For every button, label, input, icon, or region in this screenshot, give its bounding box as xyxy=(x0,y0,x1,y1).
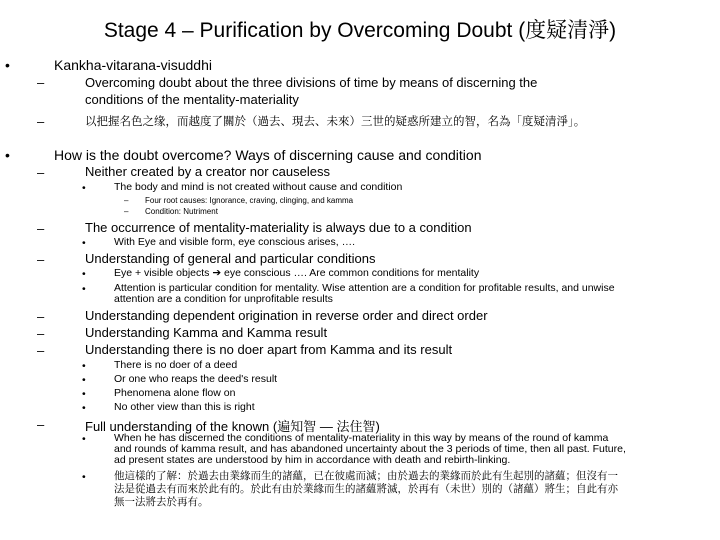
bullet-marker: • xyxy=(5,57,10,73)
dash-marker: – xyxy=(37,165,45,180)
section1-item1-line1: Overcoming doubt about the three divisions of time by means of discerning the xyxy=(85,75,538,90)
dash-marker: – xyxy=(37,114,45,129)
phenomena-flow: Phenomena alone flow on xyxy=(114,387,236,399)
condition-nutriment: Condition: Nutriment xyxy=(145,207,218,216)
bullet-marker: • xyxy=(82,433,86,445)
section1-item2-chinese: 以把握名色之缘，而越度了關於（過去、現去、未來）三世的疑惑所建立的智，名為「度疑清淨」。 xyxy=(85,114,586,128)
no-doer-deed: There is no doer of a deed xyxy=(114,359,238,371)
dash-marker: – xyxy=(37,221,45,236)
reaps-deed: Or one who reaps the deed's result xyxy=(114,373,278,385)
dash-marker: – xyxy=(37,343,45,358)
eye-objects-text: Eye + visible objects ➔ eye conscious …. Are common conditions for mentality xyxy=(114,267,480,279)
bullet-marker: • xyxy=(82,471,86,483)
dash-marker: – xyxy=(37,252,45,267)
bullet-marker: • xyxy=(82,388,86,400)
dash-marker: – xyxy=(37,417,45,432)
dependent-origination: Understanding dependent origination in reverse order and direct order xyxy=(85,308,488,323)
bullet-marker: • xyxy=(82,402,86,414)
occurrence-text: The occurrence of mentality-materiality is always due to a condition xyxy=(85,220,472,235)
when-line2: and rounds of kamma result, and has abandoned uncertainty about the 3 periods of time, then all past. Future, xyxy=(114,443,626,455)
full-understanding: Full understanding of the known (遍知智 — 法住智) xyxy=(85,419,380,434)
no-doer-heading: Understanding there is no doer apart from Kamma and its result xyxy=(85,342,453,357)
when-line3: ad present states are understood by him in accordance with death and rebirth-linking. xyxy=(114,454,511,466)
neither-creator: Neither created by a creator nor causeless xyxy=(85,164,330,179)
kamma-result: Understanding Kamma and Kamma result xyxy=(85,325,328,340)
slide-title: Stage 4 – Purification by Overcoming Doubt (度疑清淨) xyxy=(103,19,617,42)
dash-marker: – xyxy=(124,196,129,205)
bullet-marker: • xyxy=(82,283,86,295)
bullet-marker: • xyxy=(82,268,86,280)
chinese-line2: 法是從過去有而來於此有的。於此有由於業緣而生的諸蘊將滅，於再有（未世）別的（諸蘊）將生；自此有亦 xyxy=(114,483,618,495)
understanding-general: Understanding of general and particular conditions xyxy=(85,251,376,266)
four-root-causes: Four root causes: Ignorance, craving, clinging, and kamma xyxy=(145,196,354,205)
bullet-marker: • xyxy=(82,182,86,194)
dash-marker: – xyxy=(37,75,45,90)
dash-marker: – xyxy=(124,207,129,216)
bullet-marker: • xyxy=(5,147,10,163)
body-mind-text: The body and mind is not created without cause and condition xyxy=(114,181,403,193)
attention-line2: attention are a condition for unprofitable results xyxy=(114,293,333,305)
bullet-marker: • xyxy=(82,237,86,249)
section1-heading: Kankha-vitarana-visuddhi xyxy=(54,57,212,73)
attention-line1: Attention is particular condition for mentality. Wise attention are a condition for profitable results, and unwise xyxy=(114,282,615,294)
dash-marker: – xyxy=(37,326,45,341)
no-other-view: No other view than this is right xyxy=(114,401,255,413)
section2-heading: How is the doubt overcome? Ways of discerning cause and condition xyxy=(54,147,482,163)
section1-item1-line2: conditions of the mentality-materiality xyxy=(85,92,299,107)
bullet-marker: • xyxy=(82,360,86,372)
eye-visible-text: With Eye and visible form, eye conscious arises, …. xyxy=(114,236,356,248)
bullet-marker: • xyxy=(82,374,86,386)
when-line1: When he has discerned the conditions of mentality-materiality in this way by means of the round of kamma xyxy=(114,432,609,444)
chinese-line3: 無一法將去於再有。 xyxy=(114,496,209,508)
dash-marker: – xyxy=(37,309,45,324)
chinese-line1: 他這樣的了解：於過去由業緣而生的諸蘊，已在彼處而滅；由於過去的業緣而於此有生起別的諸蘊；但沒有一 xyxy=(114,470,618,482)
